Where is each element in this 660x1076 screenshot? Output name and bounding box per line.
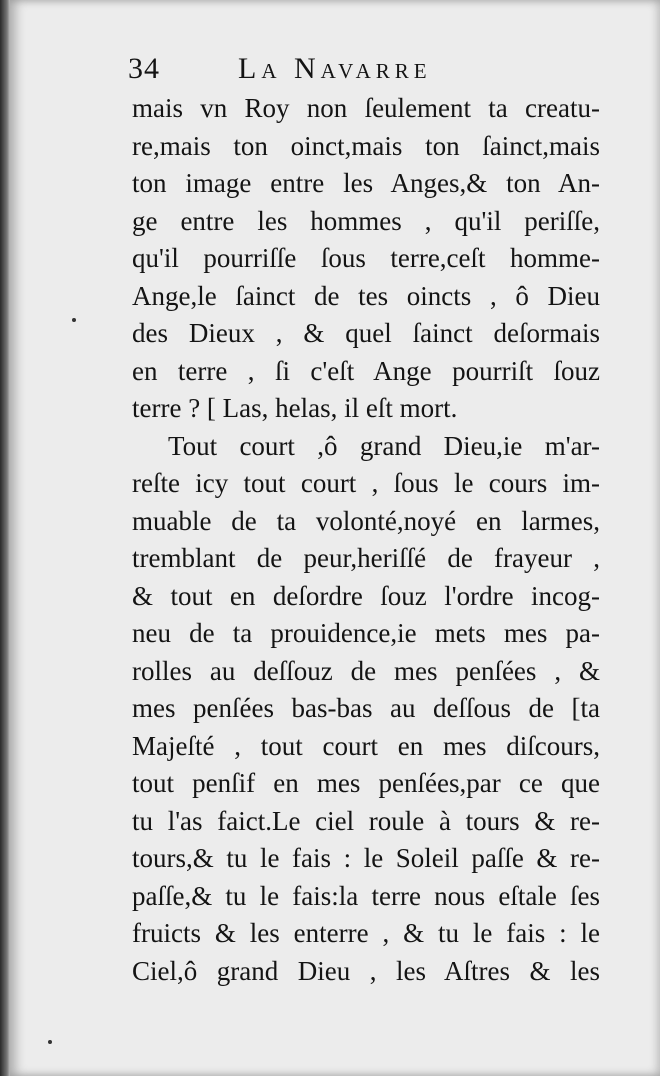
ink-speck <box>48 1040 52 1044</box>
text-line: reſte icy tout court , ſous le cours im- <box>132 468 600 498</box>
book-spine-edge <box>0 0 10 1076</box>
text-line: mes penſées bas-bas au deſſous de [ta <box>132 693 600 723</box>
text-line: ton image entre les Anges,& ton An- <box>132 168 600 198</box>
text-line: en terre , ſi c'eſt Ange pourriſt ſouz <box>132 355 600 386</box>
running-title: La Navarre <box>238 52 432 85</box>
ink-speck <box>72 318 76 322</box>
text-line: fruicts & les enterre , & tu le fais : le <box>132 918 600 948</box>
text-line: Ciel,ô grand Dieu , les Aſtres & les <box>132 955 600 986</box>
text-line: paſſe,& tu le fais:la terre nous eſtale ſes <box>132 880 600 911</box>
text-line: re,mais ton oinct,mais ton ſainct,mais <box>132 130 600 161</box>
text-line: tu l'as faict.Le ciel roule à tours & re- <box>132 805 600 836</box>
text-line: des Dieux , & quel ſainct deſormais <box>132 318 600 348</box>
body-text <box>132 90 600 990</box>
text-line: & tout en deſordre ſouz l'ordre incog- <box>132 580 600 611</box>
text-line: muable de ta volonté,noyé en larmes, <box>132 505 600 536</box>
page-number: 34 <box>128 52 160 85</box>
page-header <box>128 52 488 92</box>
text-line: ge entre les hommes , qu'il periſſe, <box>132 205 600 236</box>
text-line: neu de ta prouidence,ie mets mes pa- <box>132 618 600 648</box>
text-line: tout penſif en mes penſées,par ce que <box>132 768 600 798</box>
text-line: terre ? [ Las, helas, il eſt mort. <box>132 393 458 423</box>
text-line: Tout court ,ô grand Dieu,ie m'ar- <box>168 430 600 461</box>
text-line: Ange,le ſainct de tes oincts , ô Dieu <box>132 280 600 311</box>
text-line: mais vn Roy non ſeulement ta creatu- <box>132 93 600 123</box>
text-line: rolles au deſſouz de mes penſées , & <box>132 655 600 686</box>
text-line: tours,& tu le fais : le Soleil paſſe & re- <box>132 843 600 873</box>
book-page <box>10 0 660 1076</box>
text-line: tremblant de peur,heriſſé de frayeur , <box>132 543 600 573</box>
text-line: qu'il pourriſſe ſous terre,ceſt homme- <box>132 243 600 273</box>
text-line: Majeſté , tout court en mes diſcours, <box>132 730 600 761</box>
